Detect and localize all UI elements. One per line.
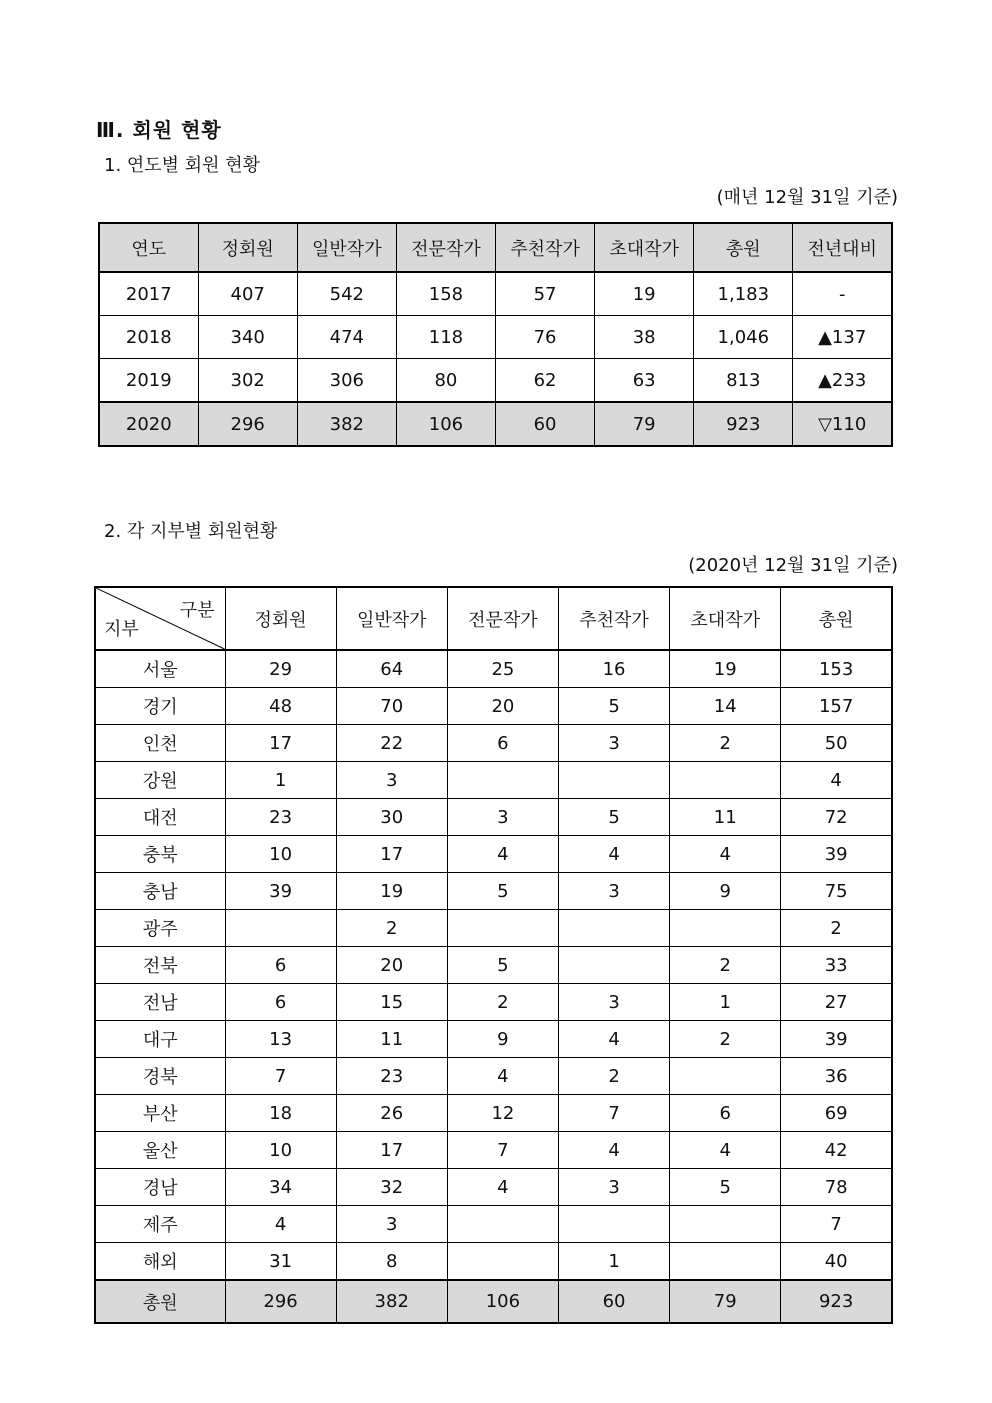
table-cell: 39 xyxy=(781,836,892,873)
col-header: 일반작가 xyxy=(297,223,396,272)
total-cell: 79 xyxy=(670,1280,781,1323)
table-cell: 1,183 xyxy=(694,272,793,316)
table-cell: ▽110 xyxy=(793,402,892,446)
table-cell: 16 xyxy=(558,650,669,688)
total-cell: 총원 xyxy=(95,1280,225,1323)
table-cell: 118 xyxy=(396,316,495,359)
branch-basis-note: (2020년 12월 31일 기준) xyxy=(688,555,898,576)
col-header: 정회원 xyxy=(198,223,297,272)
table-cell: 4 xyxy=(558,1021,669,1058)
table-cell: 158 xyxy=(396,272,495,316)
branch-heading: 2. 각 지부별 회원현황 xyxy=(104,521,278,542)
branch-name-cell: 전북 xyxy=(95,947,225,984)
branch-name-cell: 충남 xyxy=(95,873,225,910)
table-cell: 25 xyxy=(447,650,558,688)
table-cell: 407 xyxy=(198,272,297,316)
table-cell: 2 xyxy=(670,725,781,762)
table-cell: 78 xyxy=(781,1169,892,1206)
table-cell: 13 xyxy=(225,1021,336,1058)
table-cell: ▲233 xyxy=(793,359,892,403)
table-cell: 340 xyxy=(198,316,297,359)
table-row xyxy=(99,359,892,403)
table-cell xyxy=(558,947,669,984)
table-cell xyxy=(670,1058,781,1095)
table-cell: 39 xyxy=(781,1021,892,1058)
table-cell: - xyxy=(793,272,892,316)
table-cell: 157 xyxy=(781,688,892,725)
total-row xyxy=(95,1280,892,1323)
table-cell: 1,046 xyxy=(694,316,793,359)
col-header: 초대작가 xyxy=(595,223,694,272)
table-cell: 5 xyxy=(558,799,669,836)
table-cell xyxy=(670,762,781,799)
table-cell: 7 xyxy=(447,1132,558,1169)
table-cell xyxy=(670,910,781,947)
branch-name-cell: 전남 xyxy=(95,984,225,1021)
table-cell xyxy=(447,910,558,947)
table-cell: 38 xyxy=(595,316,694,359)
table-cell: 6 xyxy=(670,1095,781,1132)
table-cell: 306 xyxy=(297,359,396,403)
table-cell: ▲137 xyxy=(793,316,892,359)
table-cell: 6 xyxy=(225,947,336,984)
table-cell: 48 xyxy=(225,688,336,725)
section-title: Ⅲ. 회원 현황 xyxy=(96,118,222,142)
table-cell: 3 xyxy=(336,1206,447,1243)
table-cell xyxy=(670,1243,781,1281)
yearly-table-header xyxy=(99,223,892,272)
col-header: 추천작가 xyxy=(558,587,669,650)
table-cell: 2 xyxy=(670,947,781,984)
table-cell: 923 xyxy=(694,402,793,446)
table-cell: 29 xyxy=(225,650,336,688)
table-cell: 62 xyxy=(496,359,595,403)
table-cell: 33 xyxy=(781,947,892,984)
branch-name-cell: 경기 xyxy=(95,688,225,725)
table-cell: 4 xyxy=(447,836,558,873)
table-cell: 30 xyxy=(336,799,447,836)
table-row xyxy=(95,725,892,762)
table-cell: 75 xyxy=(781,873,892,910)
corner-header-cell xyxy=(95,587,225,650)
table-row xyxy=(95,1169,892,1206)
table-cell: 3 xyxy=(558,984,669,1021)
branch-name-cell: 서울 xyxy=(95,650,225,688)
table-cell: 36 xyxy=(781,1058,892,1095)
table-cell: 106 xyxy=(396,402,495,446)
table-cell: 20 xyxy=(336,947,447,984)
table-cell: 5 xyxy=(447,947,558,984)
table-cell: 813 xyxy=(694,359,793,403)
table-row xyxy=(95,650,892,688)
table-cell: 4 xyxy=(558,1132,669,1169)
table-cell: 18 xyxy=(225,1095,336,1132)
branch-name-cell: 강원 xyxy=(95,762,225,799)
branch-members-table xyxy=(94,586,893,1324)
table-cell: 4 xyxy=(225,1206,336,1243)
table-cell: 4 xyxy=(447,1169,558,1206)
col-header: 총원 xyxy=(694,223,793,272)
table-cell xyxy=(558,762,669,799)
branch-name-cell: 인천 xyxy=(95,725,225,762)
table-cell: 11 xyxy=(336,1021,447,1058)
table-cell: 4 xyxy=(447,1058,558,1095)
table-cell: 10 xyxy=(225,1132,336,1169)
table-cell: 17 xyxy=(225,725,336,762)
table-cell xyxy=(670,1206,781,1243)
table-cell: 7 xyxy=(558,1095,669,1132)
table-cell xyxy=(225,910,336,947)
table-cell: 69 xyxy=(781,1095,892,1132)
branch-name-cell: 대구 xyxy=(95,1021,225,1058)
table-cell: 7 xyxy=(225,1058,336,1095)
corner-label-branch: 지부 xyxy=(104,619,139,640)
table-cell: 474 xyxy=(297,316,396,359)
table-cell: 1 xyxy=(558,1243,669,1281)
table-row xyxy=(95,799,892,836)
table-cell: 153 xyxy=(781,650,892,688)
table-cell: 9 xyxy=(447,1021,558,1058)
total-cell: 106 xyxy=(447,1280,558,1323)
table-cell: 10 xyxy=(225,836,336,873)
table-row xyxy=(95,836,892,873)
table-cell: 72 xyxy=(781,799,892,836)
table-cell: 3 xyxy=(558,1169,669,1206)
table-cell xyxy=(558,910,669,947)
table-cell: 11 xyxy=(670,799,781,836)
table-cell: 2017 xyxy=(99,272,198,316)
table-cell: 9 xyxy=(670,873,781,910)
col-header: 정회원 xyxy=(225,587,336,650)
table-cell: 3 xyxy=(558,725,669,762)
table-cell: 32 xyxy=(336,1169,447,1206)
table-cell: 8 xyxy=(336,1243,447,1281)
table-cell: 19 xyxy=(670,650,781,688)
table-cell: 60 xyxy=(496,402,595,446)
table-cell: 80 xyxy=(396,359,495,403)
col-header: 추천작가 xyxy=(496,223,595,272)
table-row xyxy=(95,984,892,1021)
branch-name-cell: 제주 xyxy=(95,1206,225,1243)
table-cell: 14 xyxy=(670,688,781,725)
table-row xyxy=(95,910,892,947)
table-cell: 63 xyxy=(595,359,694,403)
table-cell: 17 xyxy=(336,1132,447,1169)
table-cell: 5 xyxy=(447,873,558,910)
table-cell: 3 xyxy=(447,799,558,836)
table-cell: 19 xyxy=(595,272,694,316)
table-cell: 7 xyxy=(781,1206,892,1243)
col-header: 일반작가 xyxy=(336,587,447,650)
col-header: 전문작가 xyxy=(447,587,558,650)
table-cell xyxy=(447,1206,558,1243)
table-cell: 17 xyxy=(336,836,447,873)
table-cell: 6 xyxy=(225,984,336,1021)
table-cell: 2020 xyxy=(99,402,198,446)
table-cell: 39 xyxy=(225,873,336,910)
branch-name-cell: 경남 xyxy=(95,1169,225,1206)
table-cell: 2 xyxy=(670,1021,781,1058)
table-row xyxy=(95,947,892,984)
table-cell: 302 xyxy=(198,359,297,403)
table-cell: 15 xyxy=(336,984,447,1021)
table-cell: 3 xyxy=(336,762,447,799)
table-row xyxy=(95,1021,892,1058)
branch-name-cell: 경북 xyxy=(95,1058,225,1095)
table-cell: 70 xyxy=(336,688,447,725)
branch-name-cell: 울산 xyxy=(95,1132,225,1169)
yearly-heading: 1. 연도별 회원 현황 xyxy=(104,155,261,176)
table-cell: 2 xyxy=(781,910,892,947)
total-cell: 923 xyxy=(781,1280,892,1323)
table-row xyxy=(99,402,892,446)
col-header: 총원 xyxy=(781,587,892,650)
table-cell: 4 xyxy=(670,1132,781,1169)
table-cell: 3 xyxy=(558,873,669,910)
table-cell: 26 xyxy=(336,1095,447,1132)
table-cell: 64 xyxy=(336,650,447,688)
col-header: 초대작가 xyxy=(670,587,781,650)
table-row xyxy=(95,1132,892,1169)
table-cell: 76 xyxy=(496,316,595,359)
table-cell: 57 xyxy=(496,272,595,316)
table-cell: 34 xyxy=(225,1169,336,1206)
yearly-members-table xyxy=(98,222,893,447)
table-row xyxy=(99,316,892,359)
table-cell: 79 xyxy=(595,402,694,446)
table-cell: 23 xyxy=(336,1058,447,1095)
branch-name-cell: 광주 xyxy=(95,910,225,947)
branch-name-cell: 충북 xyxy=(95,836,225,873)
table-row xyxy=(95,1243,892,1281)
branch-table-header xyxy=(95,587,892,650)
table-cell: 31 xyxy=(225,1243,336,1281)
table-cell: 40 xyxy=(781,1243,892,1281)
table-row xyxy=(95,688,892,725)
table-cell: 2 xyxy=(447,984,558,1021)
table-cell: 5 xyxy=(558,688,669,725)
table-cell: 2 xyxy=(336,910,447,947)
col-header: 전문작가 xyxy=(396,223,495,272)
table-cell: 42 xyxy=(781,1132,892,1169)
yearly-basis-note: (매년 12월 31일 기준) xyxy=(716,187,898,208)
table-cell: 542 xyxy=(297,272,396,316)
table-row xyxy=(99,272,892,316)
table-cell: 12 xyxy=(447,1095,558,1132)
total-cell: 296 xyxy=(225,1280,336,1323)
table-row xyxy=(95,1095,892,1132)
table-row xyxy=(95,762,892,799)
branch-name-cell: 해외 xyxy=(95,1243,225,1281)
branch-name-cell: 부산 xyxy=(95,1095,225,1132)
table-row xyxy=(95,1206,892,1243)
table-cell: 2018 xyxy=(99,316,198,359)
table-cell: 50 xyxy=(781,725,892,762)
table-row xyxy=(95,873,892,910)
table-cell: 5 xyxy=(670,1169,781,1206)
table-cell: 23 xyxy=(225,799,336,836)
table-cell: 296 xyxy=(198,402,297,446)
total-cell: 60 xyxy=(558,1280,669,1323)
table-cell: 19 xyxy=(336,873,447,910)
col-header: 연도 xyxy=(99,223,198,272)
table-cell: 6 xyxy=(447,725,558,762)
table-row xyxy=(95,1058,892,1095)
table-cell: 22 xyxy=(336,725,447,762)
table-cell: 20 xyxy=(447,688,558,725)
table-cell: 2019 xyxy=(99,359,198,403)
table-cell xyxy=(447,1243,558,1281)
table-cell: 382 xyxy=(297,402,396,446)
table-cell: 4 xyxy=(670,836,781,873)
total-cell: 382 xyxy=(336,1280,447,1323)
table-cell xyxy=(558,1206,669,1243)
corner-label-category: 구분 xyxy=(179,600,215,621)
table-cell xyxy=(447,762,558,799)
branch-name-cell: 대전 xyxy=(95,799,225,836)
table-cell: 1 xyxy=(225,762,336,799)
table-cell: 4 xyxy=(781,762,892,799)
table-cell: 1 xyxy=(670,984,781,1021)
table-cell: 2 xyxy=(558,1058,669,1095)
table-cell: 4 xyxy=(558,836,669,873)
table-cell: 27 xyxy=(781,984,892,1021)
col-header: 전년대비 xyxy=(793,223,892,272)
